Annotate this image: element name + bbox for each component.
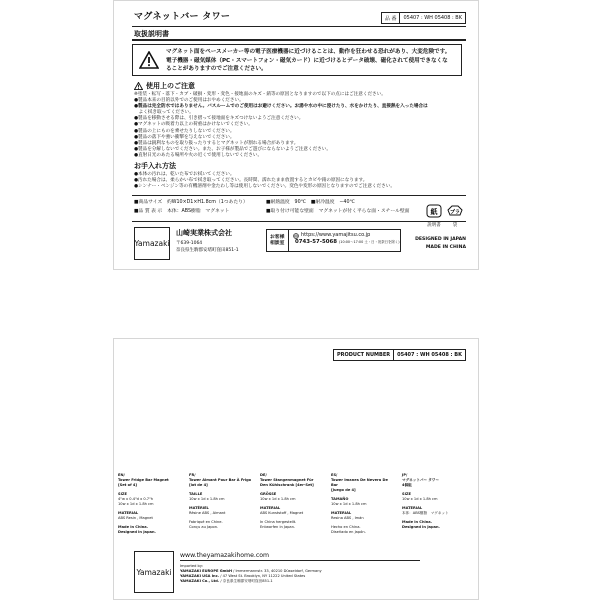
title-divider	[132, 26, 466, 27]
importers-block	[180, 564, 322, 584]
contact-details	[289, 229, 401, 252]
list-item: ●直射日光のあたる場所や火の近くで使用しないでください。	[134, 152, 263, 158]
company-name: 山崎実業株式会社	[176, 229, 232, 237]
list-item: ●製品の落下や強い衝撃を与えないでください。	[134, 134, 235, 140]
specs-left	[134, 199, 248, 216]
paper-recycle-mark	[426, 203, 442, 228]
warning-box	[132, 44, 462, 76]
product-number-box	[333, 349, 466, 361]
company-postal: 〒639-1064	[176, 241, 203, 246]
list-item: ●本体の汚れは、乾いた布でお拭いてください。	[134, 172, 235, 177]
product-number-box	[381, 12, 466, 24]
specs-divider	[132, 195, 466, 196]
globe-icon	[293, 233, 299, 239]
svg-text:紙: 紙	[430, 208, 438, 216]
list-item: ●製品本来の目的以外でのご使用はおやめください。	[134, 98, 244, 104]
website-link[interactable]: https://www.yamajitsu.co.jp	[301, 232, 371, 238]
list-item: ●製品を分解しないでください。また、お子様が製品でご遊びにならないようご注意ください。	[134, 146, 331, 152]
list-item: ※塗装・転写・落下・カブ・破損・変形・変色・接地面のキズ・錆等の原因となりますので以下の点にはご注意ください。	[134, 92, 386, 97]
brand-logo: Yamazaki	[136, 567, 172, 577]
recycle-caption: 袋	[452, 223, 458, 228]
warning-line: 電子機器・磁気媒体（PC・スマートフォン・磁気カード）に近づけるとデータ破壊、磁化されて使用できなくな	[166, 57, 448, 64]
spec-material: ■品 質 表 示 本体：ABS樹脂 マグネット	[134, 208, 230, 214]
lang-column-es: ES/ Tower Imanes De Nevera De Bar [Juego de 4] TAMAÑO 10w x 1d x 1.8h cm MATERIAL Resina ABS , Imán Hecho en China. Diseñado en Japón.	[331, 473, 388, 534]
lang-column-en: EN/ Tower Fridge Bar Magnet [Set of 4] SIZE 4"w x 0.4"d x 0.7"h 10w x 1d x 1.8h cm MATERIAL ABS Resin , Magnet Made in China. Designed in Japan.	[118, 473, 169, 534]
warning-text	[166, 48, 457, 74]
list-item: ●製品は完全防水ではありません。バスルームでのご使用はお避けください。お湯や水の中に浸けたり、水をかけたり、直接熱を入った場合は	[134, 104, 428, 110]
plastic-recycle-icon	[447, 204, 463, 218]
brand-logo-box	[134, 227, 170, 260]
footer-divider	[132, 221, 466, 222]
spec-size: ■商品サイズ 約W10×D1×H1.8cm（1つあたり）	[134, 200, 248, 205]
phone-row	[293, 239, 400, 246]
list-item: ●製品を移動させる際は、引き摺って接地面をキズつけないようご注意ください。	[134, 116, 304, 122]
list-item: ●シンナー・ベンジン等の有機溶剤や金たわし等は使用しないでください。変色や変形の原因となりますのでご注意ください。	[134, 184, 395, 190]
recycle-caption: 説明書	[427, 223, 441, 228]
phone-hours: (10:00〜17:00 土・日・祝祭日を除く)	[338, 240, 400, 244]
website-row	[293, 232, 396, 239]
contact-label: お客様 相談室	[266, 229, 289, 252]
product-number-label: 品 番	[384, 15, 397, 22]
plastic-recycle-mark	[447, 203, 463, 228]
care-list	[134, 172, 395, 190]
brand-logo-box	[134, 551, 174, 593]
origin-block	[415, 236, 466, 252]
list-item: ●製品の上にものを乗せたりしないでください。	[134, 128, 235, 134]
designed-in: DESIGNED IN JAPAN	[415, 237, 466, 242]
product-number-label: PRODUCT NUMBER	[337, 352, 391, 358]
care-heading: お手入れ方法	[134, 162, 176, 170]
importer-row: YAMAZAKI USA Inc. / 47 West St. Brooklyn, NY 11222 United States	[180, 574, 306, 578]
usage-list	[134, 92, 428, 159]
paper-recycle-icon	[426, 204, 442, 218]
product-number-value: 05407 : WH 05408 : BK	[393, 350, 465, 360]
list-item: ●マグネットの吸着力以上の荷重はかけないでください。	[134, 122, 253, 128]
brand-logo: Yamazaki	[134, 239, 170, 248]
product-title: マグネットバー タワー	[134, 12, 231, 22]
bottom-label-card	[113, 338, 479, 600]
manual-divider	[132, 39, 466, 41]
warning-triangle-icon	[134, 82, 143, 90]
manual-heading: 取扱説明書	[134, 30, 169, 38]
spec-wall: ■取り付け可能な壁面 マグネットが付く平らな面・スチール壁面	[266, 208, 410, 214]
company-address: 奈良県生駒郡安堵町窪田851-1	[176, 248, 239, 253]
made-in: MADE IN CHINA	[425, 245, 466, 250]
product-number-value: 05407 : WH 05408 : BK	[399, 13, 465, 23]
usage-heading-row	[134, 81, 195, 91]
list-item: ●製品は鋭利なものを取り扱ったりするとマグネットが割れる場合があります。	[134, 140, 299, 146]
website-link[interactable]: www.theyamazakihome.com	[180, 552, 270, 559]
warning-line: ることがありますのでご注意ください。	[166, 66, 267, 73]
list-item: ●汚れた場合は、柔らかい布で拭き取ってください。長時間、濡れたまま放置するとカビや錆の原因になります。	[134, 178, 368, 184]
importer-row: YAMAZAKI EUROPE GmbH / Immermannstr. 33, 40210 Düsseldorf, Germany	[180, 569, 322, 573]
website-divider	[180, 560, 420, 561]
imported-by-label: Imported by:	[180, 564, 203, 568]
importer-row: YAMAZAKI Co., Ltd. / 奈良県生駒郡安堵町窪田851-1	[180, 579, 273, 583]
phone-number[interactable]: 0743-57-5068	[295, 239, 337, 245]
spec-temps: ■耐熱温度 90℃ ■耐冷温度 −40℃	[266, 200, 355, 205]
svg-text:プラ: プラ	[449, 209, 461, 216]
top-label-card	[113, 0, 479, 270]
usage-heading: 使用上のご注意	[146, 82, 195, 90]
specs-right	[266, 199, 409, 216]
warning-line: マグネット面をペースメーカー等の電子医療機器に近づけることは、動作を狂わせる恐れがあり、大変危険です。	[166, 49, 451, 55]
warning-triangle-icon	[139, 51, 159, 69]
lang-column-de: DE/ Tower Stangenmagnet Für Den Kühlschrank [4er-Set] GRÖSSE 10w x 1d x 1.8h cm MATERIAL ABS Kunststoff , Magnet In China hergestellt. Entworfen in Japan.	[260, 473, 314, 529]
lang-column-fr: FR/ Tower Aimant Pour Bar À Frigo [lot de 4] TAILLE 10w x 1d x 1.8h cm MATÉRIEL Résine ABS , Aimant Fabriqué en Chine. Conçu au Japon.	[189, 473, 252, 529]
lang-column-jp: JP/ マグネットバー タワー 4個組 SIZE 10w x 1d x 1.8h cm MATERIAL 本体：ABS樹脂 マグネット Made in China. Designed in Japan.	[402, 473, 449, 529]
list-item: よく拭き取ってください。	[134, 110, 194, 116]
